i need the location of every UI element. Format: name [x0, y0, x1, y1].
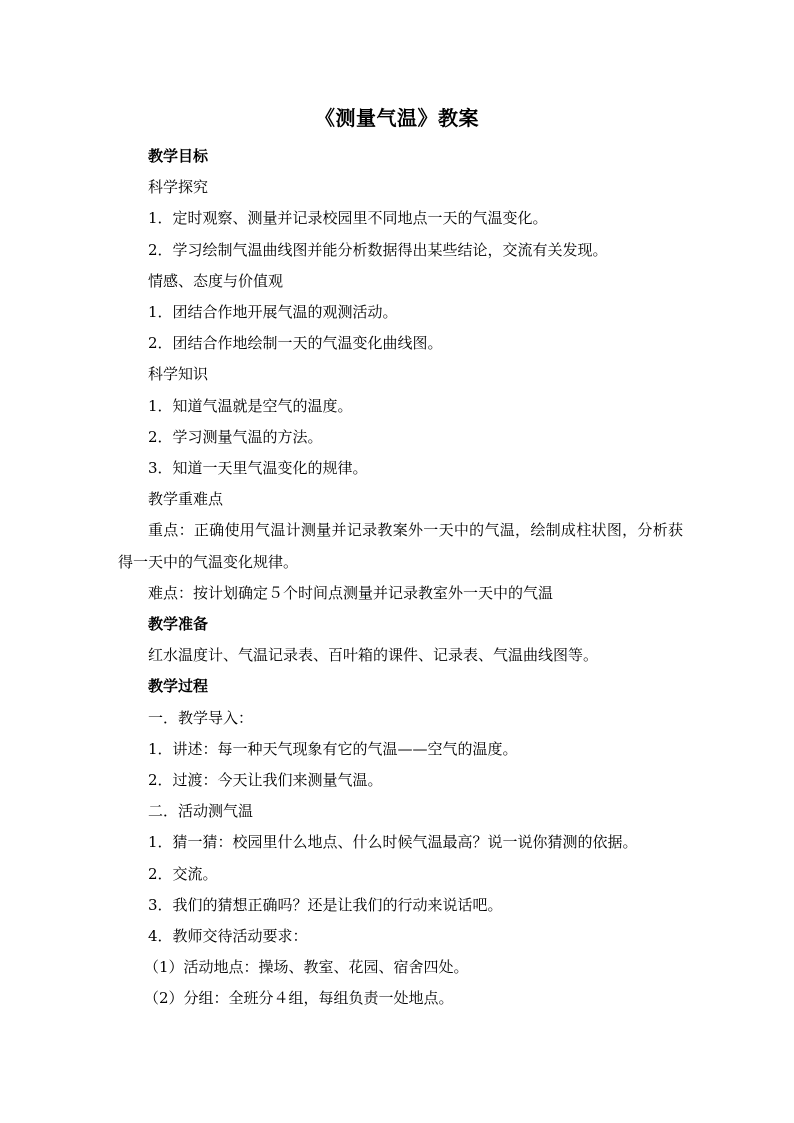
subheading-science-inquiry: 科学探究 [148, 178, 209, 197]
subheading-attitude-values: 情感、态度与价值观 [148, 271, 284, 290]
paragraph-preparation: 红水温度计、气温记录表、百叶箱的课件、记录表、气温曲线图等。 [148, 646, 599, 665]
list-item: 2．学习绘制气温曲线图并能分析数据得出某些结论，交流有关发现。 [148, 240, 608, 259]
list-item: 1．讲述：每一种天气现象有它的气温——空气的温度。 [148, 739, 518, 758]
list-item: 2．团结合作地绘制一天的气温变化曲线图。 [148, 334, 443, 353]
paragraph-key-point: 重点：正确使用气温计测量并记录教案外一天中的气温，绘制成柱状图，分析获得一天中的气温变化规律。 [118, 521, 683, 571]
heading-teaching-preparation: 教学准备 [148, 615, 209, 634]
list-item: 3．知道一天里气温变化的规律。 [148, 459, 368, 478]
sub-list-item: （1）活动地点：操场、教室、花园、宿舍四处。 [144, 958, 469, 977]
heading-teaching-goals: 教学目标 [148, 147, 209, 165]
list-item: 2．学习测量气温的方法。 [148, 427, 323, 446]
section-activity: 二．活动测气温 [148, 802, 254, 821]
list-item: 2．过渡：今天让我们来测量气温。 [148, 771, 383, 790]
list-item: 4．教师交待活动要求： [148, 927, 308, 946]
paragraph-difficult-point: 难点：按计划确定５个时间点测量并记录教室外一天中的气温 [148, 583, 554, 602]
list-item: 1．定时观察、测量并记录校园里不同地点一天的气温变化。 [148, 209, 548, 228]
document-body [118, 141, 683, 1015]
sub-list-item: （2）分组：全班分４组，每组负责一处地点。 [144, 989, 454, 1008]
section-lead-in: 一．教学导入： [148, 708, 254, 727]
list-item: 1．猜一猜：校园里什么地点、什么时候气温最高？说一说你猜测的依据。 [148, 833, 638, 852]
list-item: 2．交流。 [148, 864, 218, 883]
heading-teaching-process: 教学过程 [148, 677, 209, 696]
subheading-science-knowledge: 科学知识 [148, 365, 209, 384]
subheading-key-difficult-points: 教学重难点 [148, 490, 224, 509]
list-item: 3．我们的猜想正确吗？还是让我们的行动来说话吧。 [148, 895, 503, 914]
list-item: 1．知道气温就是空气的温度。 [148, 396, 353, 415]
document-title: 《测量气温》教案 [315, 106, 479, 130]
list-item: 1．团结合作地开展气温的观测活动。 [148, 303, 398, 322]
